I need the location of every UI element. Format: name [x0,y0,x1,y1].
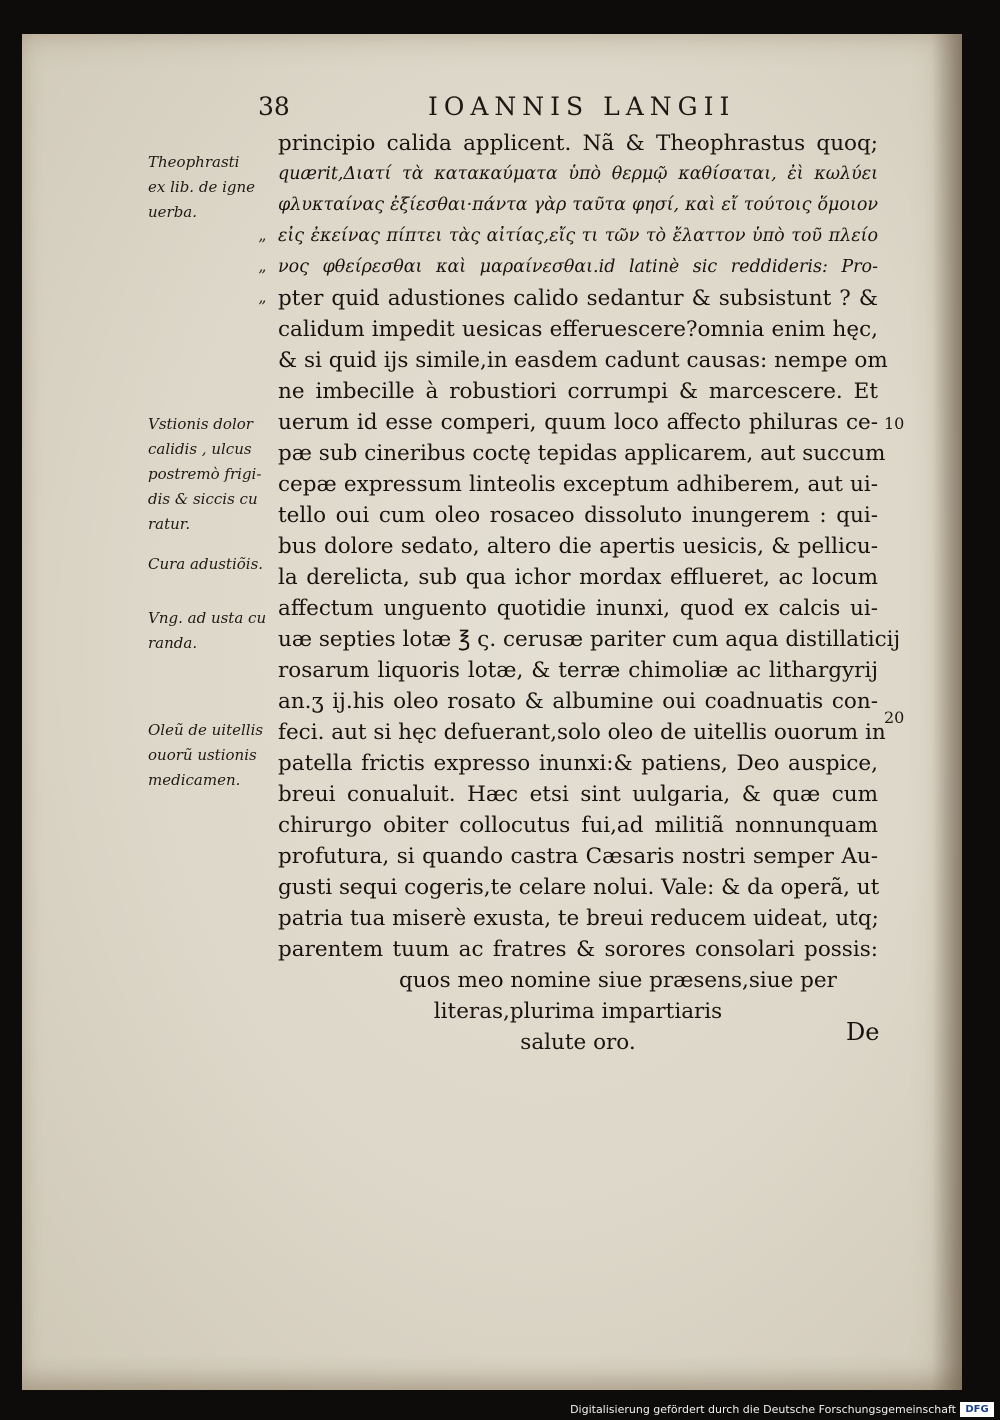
running-title: IOANNIS LANGII [428,92,736,121]
text-line: calidum impedit uesicas efferuescere?omnia enim hęc, [278,317,878,342]
margin-note-line: Cura adustiõis. [148,555,264,573]
text-line: rosarum liquoris lotæ, & terræ chimoliæ ac lithargyrij [278,658,878,683]
text-line: patria tua miserè exusta, te breui reducem uideat, utq; [278,906,879,931]
text-line-greek: νος φθείρεσθαι καὶ μαραίνεσθαι.id latinè sic reddideris: Pro- [278,257,878,277]
text-line: parentem tuum ac fratres & sorores consolari possis: [278,937,878,962]
margin-note-line: ouorũ ustionis [148,746,257,764]
text-line: & si quid ijs simile,in easdem cadunt causas: nempe om [278,348,888,373]
quote-mark: ” [258,235,267,254]
margin-note-line: postremò frigi- [148,465,262,483]
margin-note-line: Vstionis dolor [148,415,253,433]
margin-note-oleum [148,718,276,793]
footer-bar [0,1390,1000,1420]
quote-mark: ” [258,266,267,285]
text-line: ne imbecille à robustiori corrumpi & marcescere. Et [278,379,878,404]
margin-note-line: Oleũ de uitellis [148,721,264,739]
margin-note-line: randa. [148,634,198,652]
margin-note-unguentum [148,606,276,656]
text-line: tello oui cum oleo rosaceo dissoluto inungerem : qui- [278,503,878,528]
text-line-tapered: literas,plurima impartiaris [433,999,723,1024]
dfg-logo: DFG [960,1402,994,1417]
text-line: bus dolore sedato, altero die apertis uesicis, & pellicu- [278,534,878,559]
margin-note-cura [148,552,276,577]
text-line: cepæ expressum linteolis exceptum adhiberem, aut ui- [278,472,878,497]
margin-note-line: dis & siccis cu [148,490,258,508]
text-line: gusti sequi cogeris,te celare nolui. Vale: & da operã, ut [278,875,880,900]
quote-mark: ” [258,297,267,316]
margin-note-line: Theophrasti [148,153,240,171]
line-number: 10 [884,414,905,433]
text-line: feci. aut si hęc defuerant,solo oleo de uitellis ouorum in [278,720,886,745]
text-line: affectum unguento quotidie inunxi, quod ex calcis ui- [278,596,878,621]
page-gutter-shadow [932,34,962,1390]
folio-number: 38 [258,92,290,121]
margin-note-line: Vng. ad usta cu [148,609,267,627]
text-line: profutura, si quando castra Cæsaris nostri semper Au- [278,844,878,869]
text-line: chirurgo obiter collocutus fui,ad militiã nonnunquam [278,813,878,838]
margin-note-vstionis [148,412,276,537]
text-line: pter quid adustiones calido sedantur & subsistunt ? & [278,286,878,311]
margin-note-line: ratur. [148,515,191,533]
funding-credit: Digitalisierung gefördert durch die Deutsche Forschungsgemeinschaft [570,1403,956,1416]
text-line-greek: φλυκταίνας ἐξίεσθαι·πάντα γὰρ ταῦτα φησί, καὶ εἴ τούτοις ὅμοιον [278,195,878,215]
text-line-tapered: quos meo nomine siue præsens,siue per [399,968,837,993]
line-number: 20 [884,708,905,727]
text-line: uerum id esse comperi, quum loco affecto philuras ce- [278,410,878,435]
text-line-greek: quærit,Διατί τὰ κατακαύματα ὑπὸ θερμῷ καθίσαται, ἐὶ κωλύει [278,164,878,184]
catchword: De [846,1018,880,1046]
margin-note-line: medicamen. [148,771,241,789]
margin-note-theophrastus [148,150,276,225]
text-line: patella frictis expresso inunxi:& patiens, Deo auspice, [278,751,878,776]
text-line: uæ septies lotæ ℥ ς. cerusæ pariter cum aqua distillaticij [278,627,901,652]
margin-note-line: ex lib. de igne [148,178,256,196]
text-line-greek: εἰς ἐκείνας πίπτει τὰς αἰτίας,εἴς τι τῶν τὸ ἔλαττον ὑπὸ τοῦ πλείο [278,226,878,246]
margin-note-line: calidis , ulcus [148,440,252,458]
text-line-tapered: salute oro. [520,1030,636,1055]
text-line: an.ʒ ij.his oleo rosato & albumine oui coadnuatis con- [278,689,878,714]
text-line: la derelicta, sub qua ichor mordax efflueret, ac locum [278,565,878,590]
text-line: pæ sub cineribus coctę tepidas applicarem, aut succum [278,441,886,466]
text-line: principio calida applicent. Nã & Theophrastus quoq; [278,131,878,156]
margin-note-line: uerba. [148,203,198,221]
text-line: breui conualuit. Hæc etsi sint uulgaria, & quæ cum [278,782,878,807]
